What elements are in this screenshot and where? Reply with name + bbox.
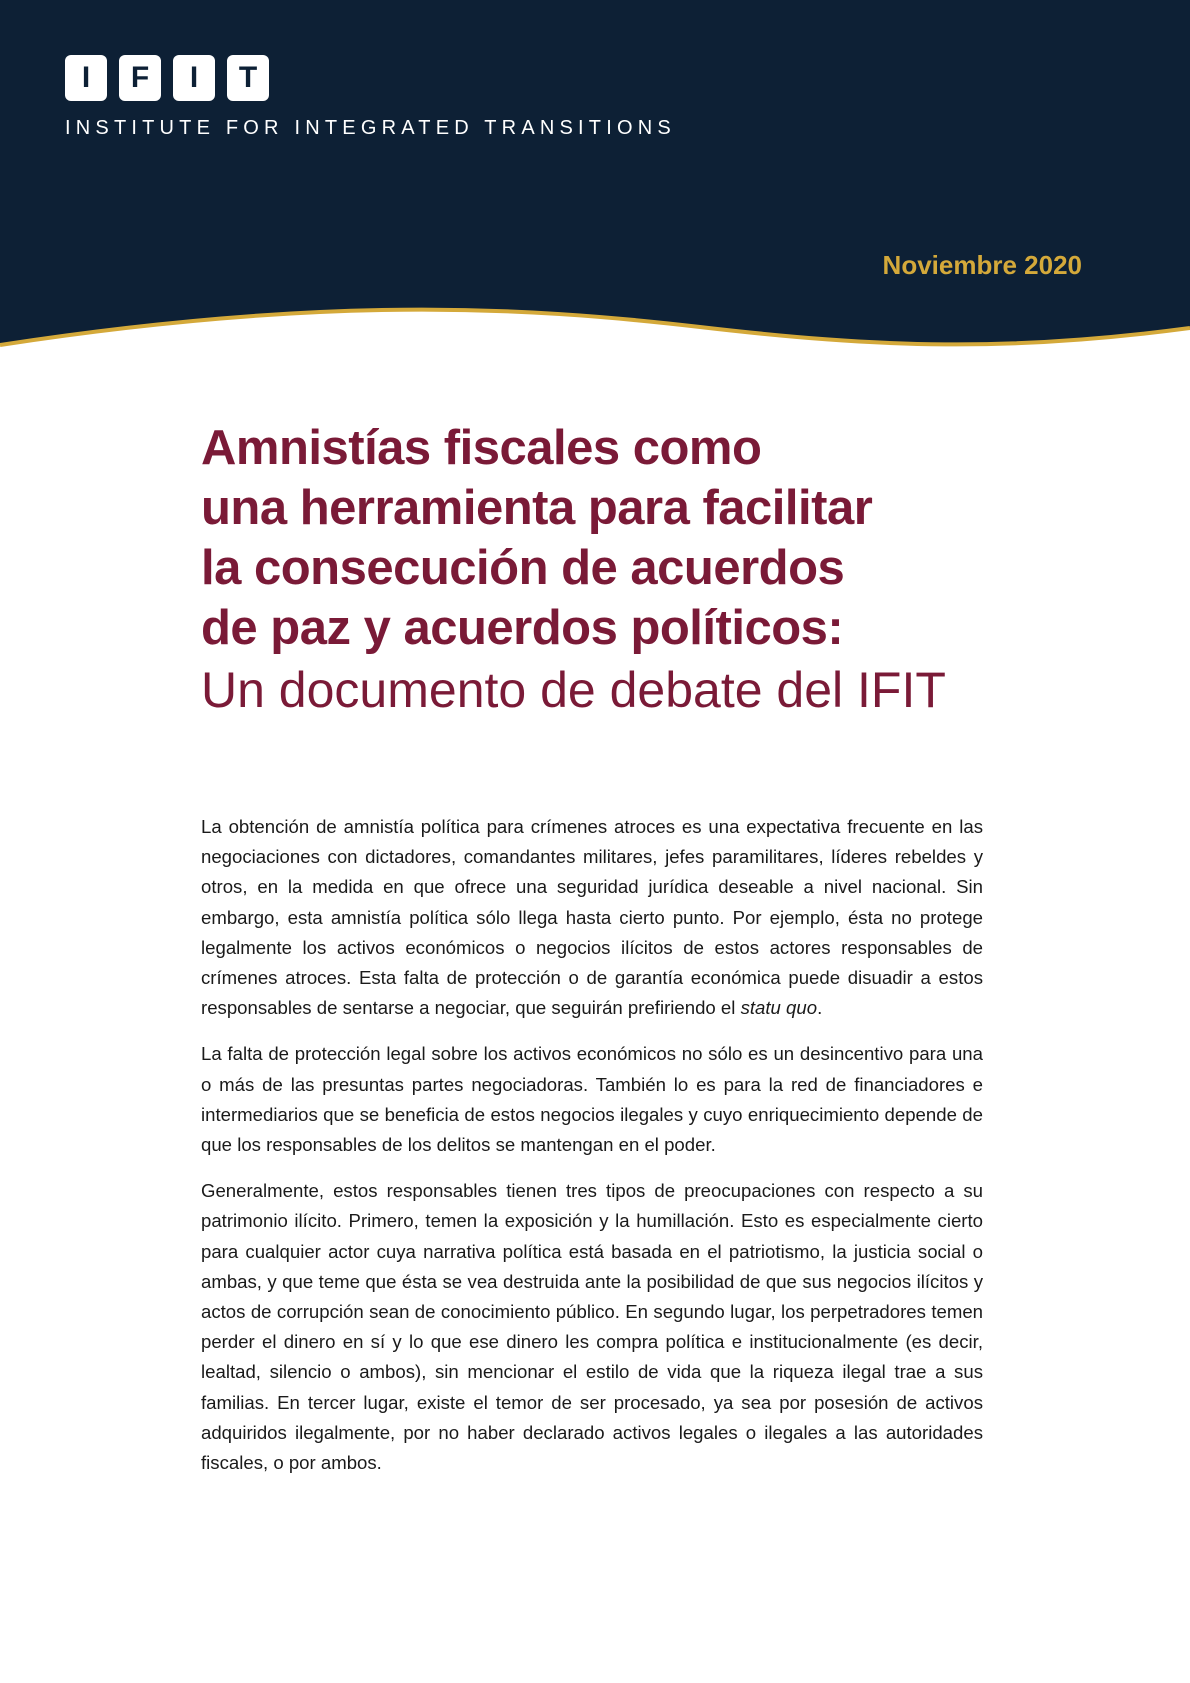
header-wave-background: [0, 0, 1190, 360]
document-subtitle: Un documento de debate del IFIT: [201, 662, 946, 718]
logo-letter-tile: I: [173, 55, 215, 101]
paragraph-1-text: La obtención de amnistía política para crímenes atroces es una expectativa frecuente en las negociaciones con dictadores, comandantes militares, jefes paramilitares, líderes rebeldes y otros, en la medida en que ofrece una seguridad jurídica deseable a nivel nacional. Sin embargo, esta amnistía política sólo llega hasta cierto punto. Por ejemplo, ésta no protege legalmente los activos económicos o negocios ilícitos de estos actores responsables de crímenes atroces. Esta falta de protección o de garantía económica puede disuadir a estos responsables de sentarse a negociar, que seguirán prefiriendo el: [201, 816, 983, 1019]
paragraph-1-italic-term: statu quo: [740, 997, 818, 1019]
paragraph-3: Generalmente, estos responsables tienen tres tipos de preocupaciones con respecto a su patrimonio ilícito. Primero, temen la exposición y la humillación. Esto es especialmente cierto para cualquier actor cuya narrativa política está basada en el patriotismo, la justicia social o ambas, y que teme que ésta se vea destruida ante la posibilidad de que sus negocios ilícitos y actos de corrupción sean de conocimiento público. En segundo lugar, los perpetradores temen perder el dinero en sí y lo que ese dinero les compra política e institucionalmente (es decir, lealtad, silencio o ambos), sin mencionar el estilo de vida que la riqueza ilegal trae a sus familias. En tercer lugar, existe el temor de ser procesado, ya sea por posesión de activos adquiridos ilegalmente, por no haber declarado activos legales o ilegales a las autoridades fiscales, o por ambos.: [201, 1180, 983, 1474]
header-band-shape: [0, 0, 1190, 345]
paragraph-1-end: .: [817, 997, 823, 1019]
body-text: [201, 812, 983, 1494]
title-line: Amnistías fiscales como: [201, 421, 762, 475]
logo-letter-tile: T: [227, 55, 269, 101]
logo-letter-tile: F: [119, 55, 161, 101]
document-title: [201, 418, 1101, 722]
logo-letter-tile: I: [65, 55, 107, 101]
paragraph-2: La falta de protección legal sobre los activos económicos no sólo es un desincentivo para una o más de las presuntas partes negociadoras. También lo es para la red de financiadores e intermediarios que se beneficia de estos negocios ilegales y cuyo enriquecimiento depende de que los responsables de los delitos se mantengan en el poder.: [201, 1043, 983, 1156]
organization-name: INSTITUTE FOR INTEGRATED TRANSITIONS: [65, 117, 676, 139]
ifit-logo: [65, 55, 269, 101]
paragraph-1: [201, 812, 983, 1023]
header-band: [0, 0, 1190, 360]
title-line: la consecución de acuerdos: [201, 541, 845, 595]
title-line: una herramienta para facilitar: [201, 481, 873, 535]
title-line: de paz y acuerdos políticos:: [201, 601, 844, 655]
publication-date: Noviembre 2020: [882, 250, 1082, 280]
